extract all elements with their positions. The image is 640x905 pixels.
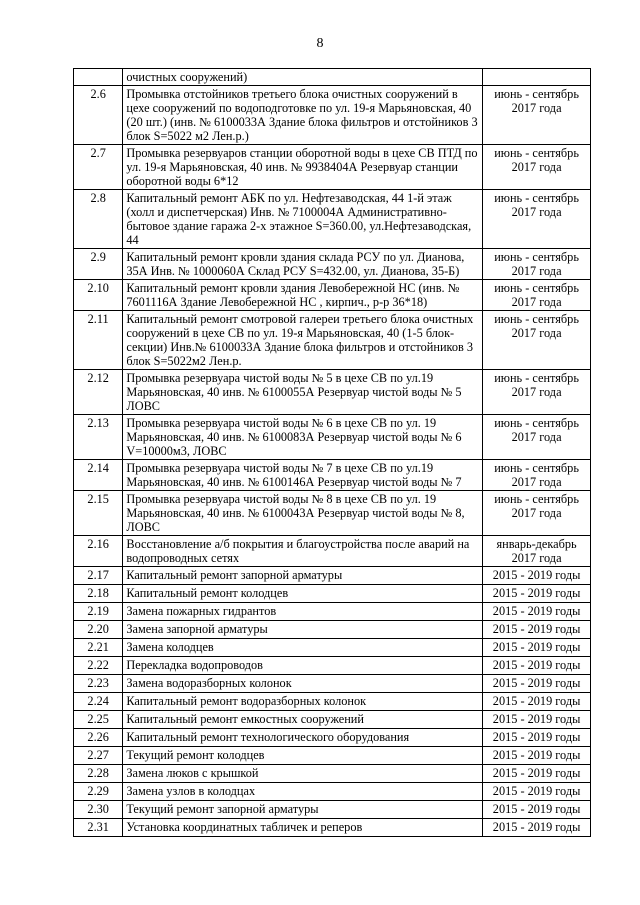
table-row	[74, 711, 591, 729]
row-description-cell: Восстановление а/б покрытия и благоустройства после аварий на водопроводных сетях	[123, 536, 483, 567]
row-date-cell: 2015 - 2019 годы	[483, 819, 591, 837]
row-description-cell: Промывка резервуаров станции оборотной воды в цехе СВ ПТД по ул. 19-я Марьяновская, 40 инв. № 9938404А Резервуар станции оборотной воды 6*12	[123, 145, 483, 190]
row-date-cell	[483, 69, 591, 86]
table-row	[74, 311, 591, 370]
row-date-cell: 2015 - 2019 годы	[483, 783, 591, 801]
table-row	[74, 69, 591, 86]
row-date-cell: июнь - сентябрь 2017 года	[483, 415, 591, 460]
row-number-cell: 2.8	[74, 190, 123, 249]
table-row	[74, 621, 591, 639]
row-description-cell: очистных сооружений)	[123, 69, 483, 86]
row-description-cell: Промывка резервуара чистой воды № 6 в цехе СВ по ул. 19 Марьяновская, 40 инв. № 6100083А Резервуар чистой воды № 6 V=10000м3, ЛОВС	[123, 415, 483, 460]
row-number-cell: 2.14	[74, 460, 123, 491]
table-row	[74, 729, 591, 747]
row-date-cell: 2015 - 2019 годы	[483, 657, 591, 675]
page-number: 8	[316, 36, 324, 51]
row-date-cell: июнь - сентябрь 2017 года	[483, 145, 591, 190]
table-row	[74, 86, 591, 145]
table-row	[74, 693, 591, 711]
row-description-cell: Капитальный ремонт кровли здания склада РСУ по ул. Дианова, 35А Инв. № 1000060А Склад РСУ S=432.00, ул. Дианова, 35-Б)	[123, 249, 483, 280]
row-description-cell: Промывка резервуара чистой воды № 8 в цехе СВ по ул. 19 Марьяновская, 40 инв. № 6100043А Резервуар чистой воды № 8, ЛОВС	[123, 491, 483, 536]
row-description-cell: Промывка резервуара чистой воды № 5 в цехе СВ по ул.19 Марьяновская, 40 инв. № 6100055А Резервуар чистой воды № 5 ЛОВС	[123, 370, 483, 415]
works-table	[73, 68, 591, 837]
row-description-cell: Замена запорной арматуры	[123, 621, 483, 639]
row-number-cell	[74, 69, 123, 86]
row-description-cell: Замена водоразборных колонок	[123, 675, 483, 693]
row-description-cell: Капитальный ремонт емкостных сооружений	[123, 711, 483, 729]
table-row	[74, 657, 591, 675]
row-date-cell: 2015 - 2019 годы	[483, 621, 591, 639]
row-date-cell: 2015 - 2019 годы	[483, 729, 591, 747]
table-row	[74, 585, 591, 603]
row-number-cell: 2.15	[74, 491, 123, 536]
row-date-cell: июнь - сентябрь 2017 года	[483, 460, 591, 491]
row-number-cell: 2.19	[74, 603, 123, 621]
table-row	[74, 747, 591, 765]
table-row	[74, 249, 591, 280]
row-date-cell: 2015 - 2019 годы	[483, 765, 591, 783]
row-date-cell: 2015 - 2019 годы	[483, 693, 591, 711]
works-table-body	[74, 69, 591, 837]
row-description-cell: Замена люков с крышкой	[123, 765, 483, 783]
row-number-cell: 2.25	[74, 711, 123, 729]
row-number-cell: 2.20	[74, 621, 123, 639]
table-row	[74, 491, 591, 536]
table-row	[74, 801, 591, 819]
row-description-cell: Капитальный ремонт АБК по ул. Нефтезаводская, 44 1-й этаж (холл и диспетчерская) Инв. № 7100004А Административно-бытовое здание гаража 2-х этажное S=360.00, ул.Нефтезаводская, 44	[123, 190, 483, 249]
table-row	[74, 190, 591, 249]
row-number-cell: 2.12	[74, 370, 123, 415]
row-number-cell: 2.18	[74, 585, 123, 603]
table-row	[74, 765, 591, 783]
row-description-cell: Капитальный ремонт технологического оборудования	[123, 729, 483, 747]
row-date-cell: 2015 - 2019 годы	[483, 639, 591, 657]
row-number-cell: 2.23	[74, 675, 123, 693]
row-description-cell: Капитальный ремонт смотровой галереи третьего блока очистных сооружений в цехе СВ по ул. 19-я Марьяновская, 40 (1-5 блок-секции) Инв.№ 6100033А Здание блока фильтров и отстойников 3 блок S=5022м2 Лен.р.	[123, 311, 483, 370]
table-row	[74, 603, 591, 621]
row-description-cell: Капитальный ремонт запорной арматуры	[123, 567, 483, 585]
row-date-cell: 2015 - 2019 годы	[483, 603, 591, 621]
table-row	[74, 145, 591, 190]
row-date-cell: 2015 - 2019 годы	[483, 711, 591, 729]
table-row	[74, 567, 591, 585]
table-row	[74, 675, 591, 693]
table-row	[74, 415, 591, 460]
row-date-cell: июнь - сентябрь 2017 года	[483, 249, 591, 280]
row-date-cell: июнь - сентябрь 2017 года	[483, 280, 591, 311]
row-number-cell: 2.22	[74, 657, 123, 675]
row-number-cell: 2.29	[74, 783, 123, 801]
row-number-cell: 2.30	[74, 801, 123, 819]
table-row	[74, 536, 591, 567]
row-number-cell: 2.13	[74, 415, 123, 460]
row-number-cell: 2.16	[74, 536, 123, 567]
row-date-cell: 2015 - 2019 годы	[483, 747, 591, 765]
table-row	[74, 370, 591, 415]
row-date-cell: июнь - сентябрь 2017 года	[483, 311, 591, 370]
row-number-cell: 2.17	[74, 567, 123, 585]
row-description-cell: Капитальный ремонт колодцев	[123, 585, 483, 603]
row-number-cell: 2.11	[74, 311, 123, 370]
row-number-cell: 2.21	[74, 639, 123, 657]
row-number-cell: 2.9	[74, 249, 123, 280]
row-number-cell: 2.6	[74, 86, 123, 145]
row-date-cell: июнь - сентябрь 2017 года	[483, 491, 591, 536]
row-description-cell: Текущий ремонт запорной арматуры	[123, 801, 483, 819]
row-number-cell: 2.28	[74, 765, 123, 783]
row-description-cell: Капитальный ремонт кровли здания Левобережной НС (инв. № 7601116А Здание Левобережной НС , кирпич., р-р 36*18)	[123, 280, 483, 311]
row-description-cell: Перекладка водопроводов	[123, 657, 483, 675]
row-description-cell: Промывка отстойников третьего блока очистных сооружений в цехе сооружений по водоподготовке по ул. 19-я Марьяновская, 40 (20 шт.) (инв. № 6100033А Здание блока фильтров и отстойников 3 блок S=5022 м2 Лен.р.)	[123, 86, 483, 145]
table-row	[74, 639, 591, 657]
row-description-cell: Замена узлов в колодцах	[123, 783, 483, 801]
row-date-cell: январь-декабрь 2017 года	[483, 536, 591, 567]
row-number-cell: 2.10	[74, 280, 123, 311]
row-description-cell: Капитальный ремонт водоразборных колонок	[123, 693, 483, 711]
row-description-cell: Установка координатных табличек и реперов	[123, 819, 483, 837]
row-date-cell: июнь - сентябрь 2017 года	[483, 370, 591, 415]
row-description-cell: Текущий ремонт колодцев	[123, 747, 483, 765]
row-date-cell: 2015 - 2019 годы	[483, 801, 591, 819]
row-date-cell: 2015 - 2019 годы	[483, 675, 591, 693]
row-date-cell: июнь - сентябрь 2017 года	[483, 190, 591, 249]
row-description-cell: Замена колодцев	[123, 639, 483, 657]
row-number-cell: 2.7	[74, 145, 123, 190]
row-number-cell: 2.26	[74, 729, 123, 747]
table-row	[74, 460, 591, 491]
table-row	[74, 280, 591, 311]
row-description-cell: Промывка резервуара чистой воды № 7 в цехе СВ по ул.19 Марьяновская, 40 инв. № 6100146А Резервуар чистой воды № 7	[123, 460, 483, 491]
table-row	[74, 819, 591, 837]
row-date-cell: 2015 - 2019 годы	[483, 585, 591, 603]
row-number-cell: 2.31	[74, 819, 123, 837]
row-number-cell: 2.27	[74, 747, 123, 765]
row-date-cell: июнь - сентябрь 2017 года	[483, 86, 591, 145]
row-number-cell: 2.24	[74, 693, 123, 711]
row-date-cell: 2015 - 2019 годы	[483, 567, 591, 585]
row-description-cell: Замена пожарных гидрантов	[123, 603, 483, 621]
table-row	[74, 783, 591, 801]
